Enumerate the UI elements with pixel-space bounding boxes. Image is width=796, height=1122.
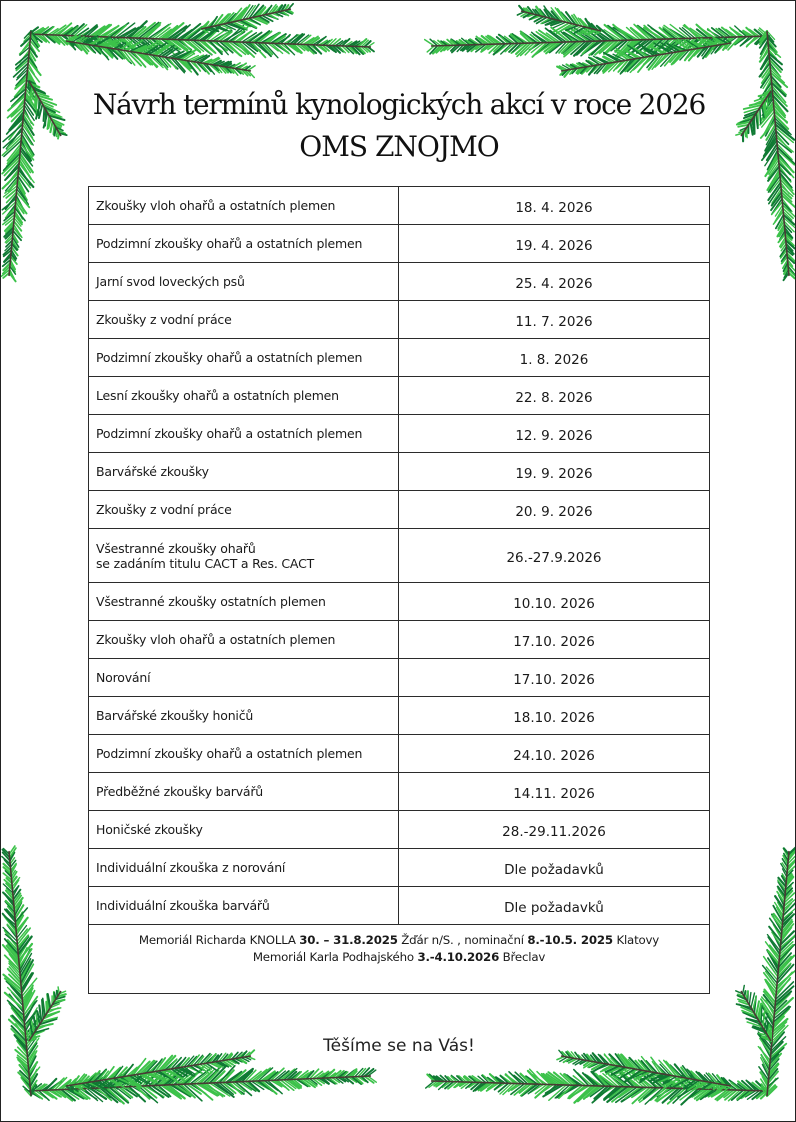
table-row <box>89 659 709 697</box>
pine-branch-top-left-sub <box>66 36 255 78</box>
event-name <box>89 773 399 810</box>
event-name <box>89 583 399 620</box>
table-row <box>89 491 709 529</box>
table-row <box>89 225 709 263</box>
event-name-text: Podzimní zkoušky ohařů a ostatních plemen <box>96 350 363 365</box>
event-date: 11. 7. 2026 <box>515 313 593 330</box>
event-name <box>89 887 399 924</box>
event-date: 19. 9. 2026 <box>515 465 593 482</box>
event-name <box>89 659 399 696</box>
event-date: 20. 9. 2026 <box>515 503 593 520</box>
event-name-text: Jarní svod loveckých psů <box>96 274 245 289</box>
event-date: 26.-27.9.2026 <box>506 549 602 566</box>
event-name-text: Individuální zkouška z norování <box>96 860 286 875</box>
event-name <box>89 697 399 734</box>
event-name <box>89 811 399 848</box>
event-name-text: Zkoušky vloh ohařů a ostatních plemen <box>96 198 336 213</box>
pine-branch-top-right-horizontal <box>425 24 769 59</box>
memorial-2-text-b: Břeclav <box>499 950 546 964</box>
table-row <box>89 377 709 415</box>
event-name <box>89 621 399 658</box>
pine-branch-bottom-right-horizontal <box>426 1069 769 1105</box>
memorial-line-1 <box>89 932 709 949</box>
event-name-text: Honičské zkoušky <box>96 822 203 837</box>
pine-branch-top-left-sub2 <box>201 4 293 33</box>
table-row <box>89 735 709 773</box>
memorial-2-date: 3.-4.10.2026 <box>417 950 500 964</box>
memorial-1-text-c: Klatovy <box>612 933 660 947</box>
event-name-text: Barvářské zkoušky <box>96 464 209 479</box>
event-date: 10.10. 2026 <box>513 595 595 612</box>
event-name-text: Individuální zkouška barvářů <box>96 898 270 913</box>
table-row <box>89 811 709 849</box>
event-name-text: Předběžné zkoušky barvářů <box>96 784 264 799</box>
table-row <box>89 697 709 735</box>
page-subtitle: OMS ZNOJMO <box>299 130 499 163</box>
table-row <box>89 887 709 925</box>
event-name <box>89 529 399 582</box>
table-row <box>89 773 709 811</box>
event-date: Dle požadavků <box>504 899 604 916</box>
event-name <box>89 849 399 886</box>
memorial-1-text-a: Memoriál Richarda KNOLLA <box>138 933 300 947</box>
page-title: Návrh termínů kynologických akcí v roce 2026 <box>92 88 706 121</box>
pine-branch-top-left-vertical <box>1 31 40 281</box>
table-row <box>89 453 709 491</box>
event-name-text: Zkoušky z vodní práce <box>96 312 232 327</box>
event-date: 28.-29.11.2026 <box>502 823 606 840</box>
event-name <box>89 301 399 338</box>
pine-branch-top-right-side <box>736 91 771 141</box>
table-row <box>89 301 709 339</box>
memorial-1-date: 30. – 31.8.2025 <box>299 933 398 947</box>
event-name-text: Podzimní zkoušky ohařů a ostatních plemen <box>96 746 363 761</box>
events-table-body <box>89 187 709 925</box>
event-name <box>89 339 399 376</box>
pine-branch-top-right-sub2 <box>517 6 601 35</box>
event-date: 14.11. 2026 <box>513 785 595 802</box>
event-date: 19. 4. 2026 <box>515 237 593 254</box>
memorial-1-text-b: Žďár n/S. , nominační <box>397 933 528 947</box>
event-name-text: Norování <box>96 670 151 685</box>
event-date: 12. 9. 2026 <box>515 427 593 444</box>
memorial-2-text-a: Memoriál Karla Podhajského <box>252 950 418 964</box>
event-date: 25. 4. 2026 <box>515 275 593 292</box>
event-name <box>89 491 399 528</box>
pine-branch-top-right-vertical <box>760 31 796 280</box>
event-name <box>89 735 399 772</box>
event-name <box>89 263 399 300</box>
memorial-1-nomination-date: 8.-10.5. 2025 <box>527 933 613 947</box>
event-date: 18.10. 2026 <box>513 709 595 726</box>
table-row <box>89 263 709 301</box>
table-row <box>89 583 709 621</box>
pine-branch-top-left-horizontal <box>29 21 374 57</box>
event-date: 24.10. 2026 <box>513 747 595 764</box>
memorials-cell <box>89 925 709 993</box>
table-row <box>89 187 709 225</box>
table-row <box>89 621 709 659</box>
closing-message: Těšíme se na Vás! <box>323 1036 475 1056</box>
event-date: 18. 4. 2026 <box>515 199 593 216</box>
event-name <box>89 415 399 452</box>
table-row <box>89 849 709 887</box>
table-row <box>89 339 709 377</box>
event-name-text: Všestranné zkoušky ohařů <box>96 540 256 556</box>
event-name <box>89 225 399 262</box>
event-date: 17.10. 2026 <box>513 633 595 650</box>
event-name <box>89 377 399 414</box>
event-date: 1. 8. 2026 <box>519 351 589 368</box>
events-table <box>88 186 710 994</box>
page-title-block <box>61 85 737 125</box>
memorial-line-2 <box>89 949 709 966</box>
event-date: 17.10. 2026 <box>513 671 595 688</box>
event-name-text-line2: se zadáním titulu CACT a Res. CACT <box>96 555 315 571</box>
event-name-text: Zkoušky vloh ohařů a ostatních plemen <box>96 632 336 647</box>
event-name-text: Lesní zkoušky ohařů a ostatních plemen <box>96 388 339 403</box>
pine-branch-top-right-sub <box>557 38 731 77</box>
event-name-text: Podzimní zkoušky ohařů a ostatních plemen <box>96 236 363 251</box>
page-subtitle-block <box>61 127 737 167</box>
event-name <box>89 453 399 490</box>
pine-branch-bottom-left-horizontal <box>29 1066 376 1104</box>
event-name-text: Podzimní zkoušky ohařů a ostatních plemen <box>96 426 363 441</box>
event-name-text: Zkoušky z vodní práce <box>96 502 232 517</box>
event-date: 22. 8. 2026 <box>515 389 593 406</box>
table-row <box>89 415 709 453</box>
event-name-text: Všestranné zkoušky ostatních plemen <box>96 594 326 609</box>
table-row <box>89 529 709 583</box>
event-name-text: Barvářské zkoušky honičů <box>96 708 254 723</box>
event-name <box>89 187 399 224</box>
event-date: Dle požadavků <box>504 861 604 878</box>
